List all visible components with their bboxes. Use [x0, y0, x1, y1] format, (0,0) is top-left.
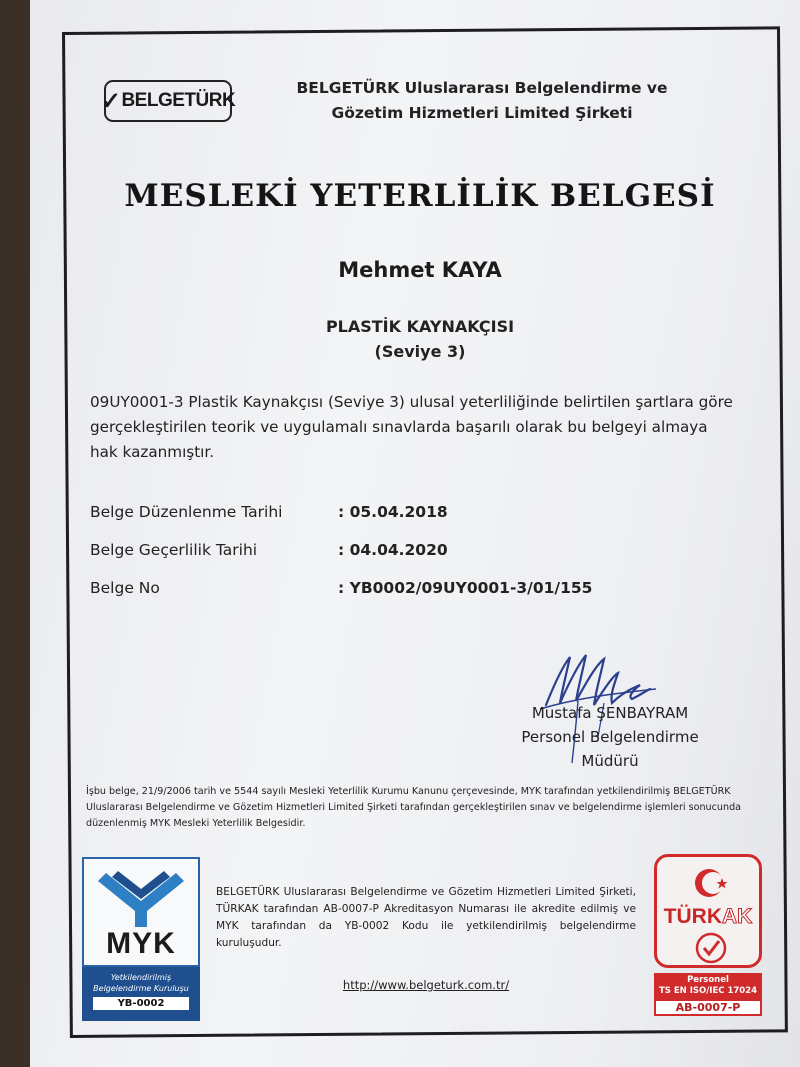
field-row-valid-date	[90, 541, 730, 579]
signatory-name: Mustafa ŞENBAYRAM	[531, 704, 689, 722]
belgeturk-logo	[100, 80, 236, 122]
field-row-cert-no	[90, 579, 730, 617]
myk-caption-line1: Yetkilendirilmiş	[110, 973, 172, 982]
issuer-name-line1: BELGETÜRK Uluslararası Belgelendirme ve	[296, 79, 668, 97]
issuer-name	[262, 76, 702, 126]
myk-emblem-icon	[84, 863, 198, 933]
accreditation-text: BELGETÜRK Uluslararası Belgelendirme ve Gözetim Hizmetleri Limited Şirketi, TÜRKAK tarafından AB-0007-P Akreditasyon Numarası ile akredite edilmiş ve MYK tarafından da YB-0002 Kodu ile yetkilendirilmiş belgelendirme kuruluşudur.	[216, 886, 636, 949]
turkak-caption-line1: Personel	[687, 975, 729, 985]
myk-logo	[82, 857, 200, 967]
legal-notice: İşbu belge, 21/9/2006 tarih ve 5544 sayılı Mesleki Yeterlilik Kurumu Kanunu çerçevesinde, MYK tarafından yetkilendirilmiş BELGETÜRK Uluslararası Belgelendirme ve Gözetim Hizmetleri Limited Şirketi tarafından gerçekleştirilen sınav ve belgelendirme işlemleri sonucunda düzenlenmiş MYK Mesleki Yeterlilik Belgesidir.	[86, 786, 742, 829]
issuer-name-line2: Gözetim Hizmetleri Limited Şirketi	[331, 104, 633, 122]
turkak-caption-line2: TS EN ISO/IEC 17024	[658, 986, 758, 996]
field-label: Belge No	[90, 579, 160, 597]
checkmark-icon: ✓	[100, 87, 121, 115]
myk-code: YB-0002	[93, 997, 189, 1010]
holder-name: Mehmet KAYA	[338, 258, 502, 282]
turkak-badge	[654, 854, 764, 1022]
myk-caption-line2: Belgelendirme Kuruluşu	[93, 984, 189, 993]
turkak-logo	[654, 854, 762, 968]
field-value: : 04.04.2020	[338, 541, 448, 559]
field-label: Belge Düzenlenme Tarihi	[90, 503, 283, 521]
website-link[interactable]: http://www.belgeturk.com.tr/	[342, 978, 510, 992]
certificate-description: 09UY0001-3 Plastik Kaynakçısı (Seviye 3) ulusal yeterliliğinde belirtilen şartlara göre gerçekleştirilen teorik ve uygulamalı sınavlarda başarılı olarak bu belgeyi almaya hak kazanmıştır.	[90, 393, 733, 461]
qualification	[100, 314, 740, 364]
field-value: : 05.04.2018	[338, 503, 448, 521]
field-row-issue-date	[90, 503, 730, 541]
qualification-level: (Seviye 3)	[374, 342, 466, 361]
crescent-star-icon	[691, 865, 731, 901]
turkak-caption	[654, 973, 762, 1016]
myk-caption	[82, 967, 200, 1021]
signatory-title-line1: Personel Belgelendirme	[521, 728, 699, 746]
signatory	[500, 701, 720, 773]
turkak-text: TÜRKAK	[663, 905, 753, 928]
certificate-fields	[90, 503, 730, 617]
check-circle-icon	[694, 931, 728, 965]
signatory-title-line2: Müdürü	[581, 752, 639, 770]
qualification-name: PLASTİK KAYNAKÇISI	[325, 317, 515, 336]
myk-badge	[82, 857, 200, 1021]
logo-text: BELGETÜRK	[121, 90, 236, 111]
field-value: : YB0002/09UY0001-3/01/155	[338, 579, 592, 597]
certificate-title: MESLEKİ YETERLİLİK BELGESİ	[124, 178, 716, 214]
myk-text: MYK	[106, 927, 176, 960]
turkak-code: AB-0007-P	[654, 999, 762, 1016]
field-label: Belge Geçerlilik Tarihi	[90, 541, 258, 559]
